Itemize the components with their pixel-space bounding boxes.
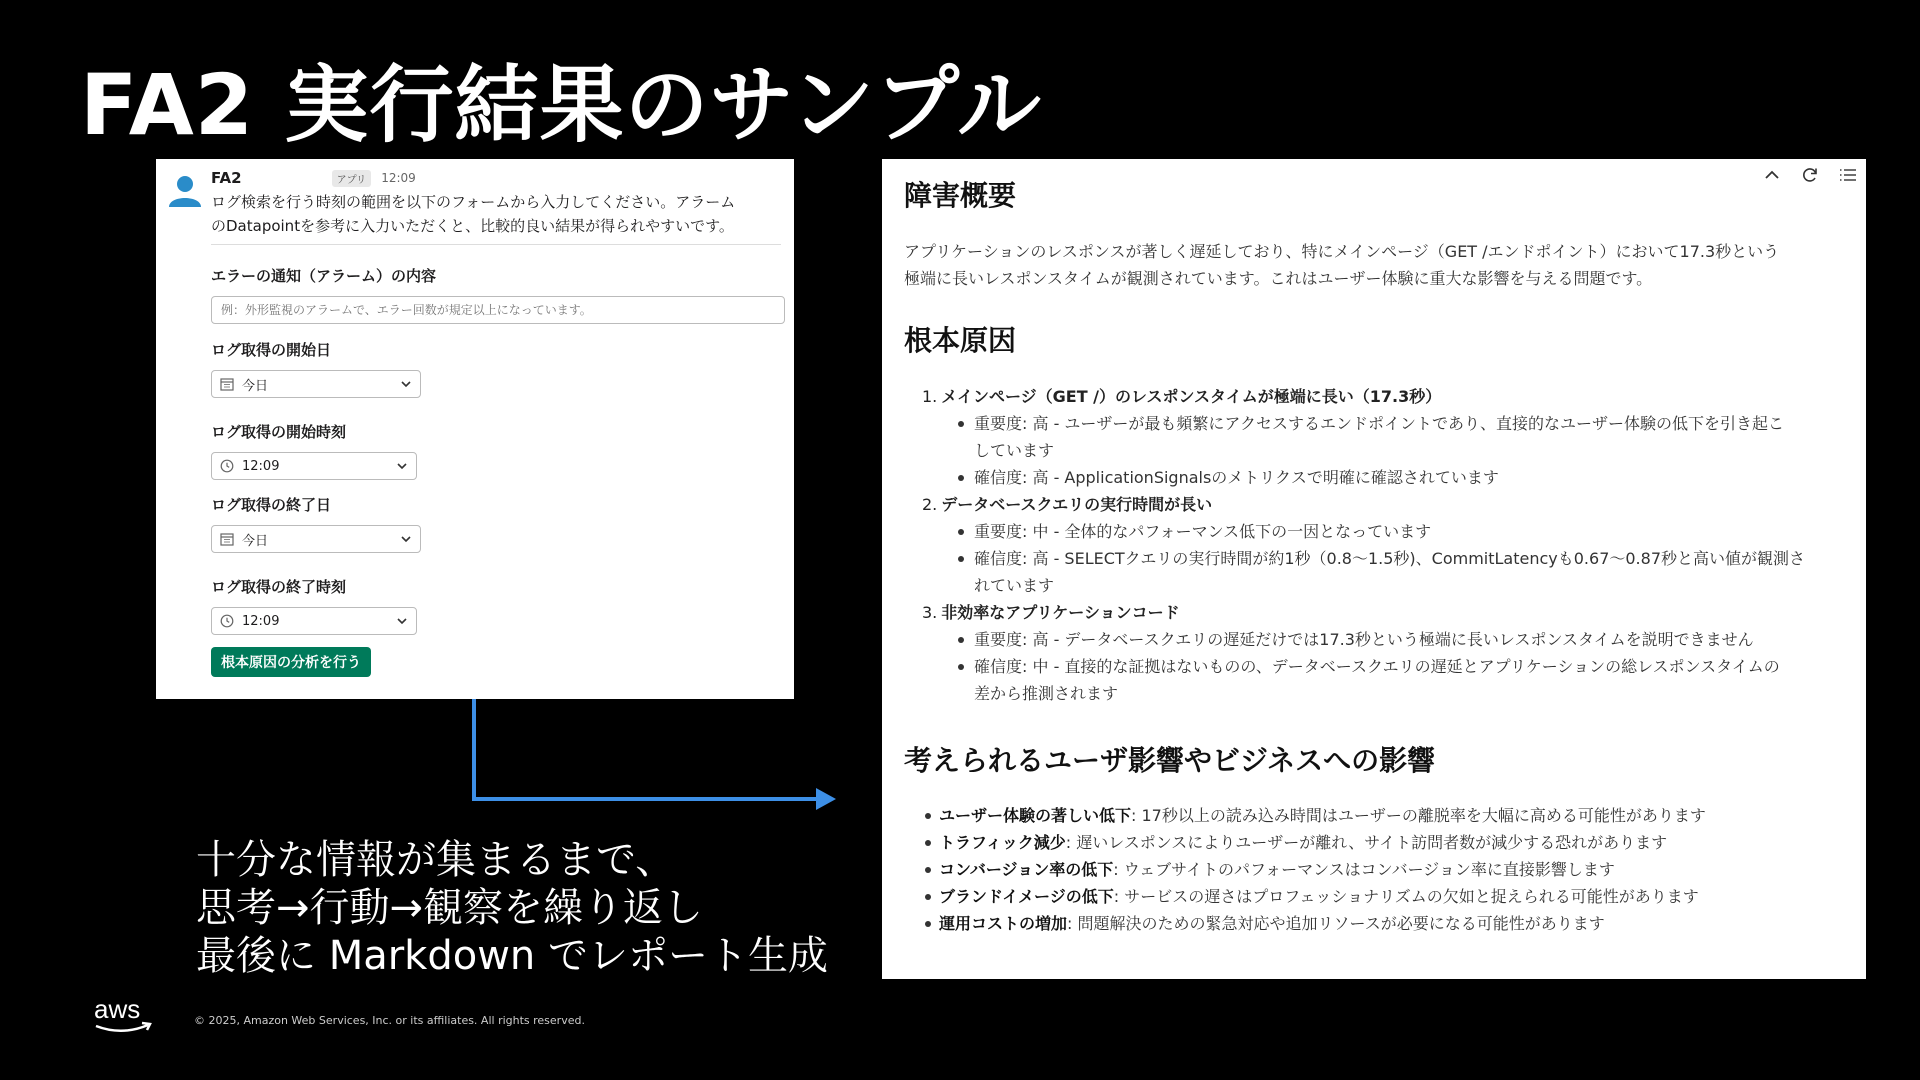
cause-title: メインページ（GET /）のレスポンスタイムが極端に長い（17.3秒）: [941, 387, 1442, 406]
start-time-value: 12:09: [242, 458, 280, 474]
end-date-picker[interactable]: [211, 525, 421, 553]
end-time-value: 12:09: [242, 613, 280, 629]
alarm-content-input[interactable]: [211, 296, 785, 324]
refresh-icon[interactable]: [1800, 165, 1820, 185]
flow-arrow: [472, 699, 476, 800]
caption-line: 十分な情報が集まるまで、: [196, 837, 676, 883]
start-date-value: 今日: [242, 378, 269, 394]
bullet-line: 重要度: 高 - ユーザーが最も頻繁にアクセスするエンドポイントであり、直接的なユーザー体験の低下を引き起こ: [974, 414, 1784, 433]
list-icon[interactable]: [1838, 165, 1858, 185]
alarm-field-label: エラーの通知（アラーム）の内容: [211, 267, 437, 285]
bullet-line: れています: [974, 576, 1055, 595]
chevron-down-icon: [396, 615, 408, 627]
impact-item: [939, 910, 1839, 937]
calendar-icon: [220, 377, 234, 391]
impact-term: ユーザー体験の著しい低下: [939, 806, 1132, 825]
cause-number: 1.: [922, 387, 938, 406]
impact-desc: : 遅いレスポンスによりユーザーが離れ、サイト訪問者数が減少する恐れがあります: [1065, 833, 1668, 852]
impact-term: 運用コストの増加: [939, 914, 1068, 933]
message-body: [211, 190, 771, 238]
flow-arrow: [472, 797, 824, 801]
copyright: © 2025, Amazon Web Services, Inc. or its affiliates. All rights reserved.: [194, 1014, 585, 1027]
start-time-label: ログ取得の開始時刻: [211, 423, 347, 441]
cause-item: [922, 599, 1842, 626]
cause-bullet: [974, 653, 1834, 707]
message-time[interactable]: 12:09: [381, 171, 416, 185]
cause-bullet: [974, 518, 1834, 545]
clock-icon: [220, 459, 234, 473]
chevron-down-icon: [400, 378, 412, 390]
analyze-root-cause-button[interactable]: 根本原因の分析を行う: [211, 647, 371, 677]
caption-line: 最後に Markdown でレポート生成: [196, 933, 828, 979]
message-line: のDatapointを参考に入力いただくと、比較的良い結果が得られやすいです。: [211, 217, 734, 235]
cause-title: データベースクエリの実行時間が長い: [941, 495, 1213, 514]
start-time-picker[interactable]: [211, 452, 417, 480]
end-date-label: ログ取得の終了日: [211, 496, 332, 514]
message-line: ログ検索を行う時刻の範囲を以下のフォームから入力してください。アラーム: [211, 193, 736, 211]
message-header: [211, 169, 416, 187]
slide-title: FA2 実行結果のサンプル: [80, 56, 1042, 154]
impact-desc: : 17秒以上の読み込み時間はユーザーの離脱率を大幅に高める可能性があります: [1131, 806, 1706, 825]
clock-icon: [220, 614, 234, 628]
end-time-picker[interactable]: [211, 607, 417, 635]
bullet-line: 確信度: 高 - ApplicationSignalsのメトリクスで明確に確認されています: [974, 468, 1499, 487]
user-avatar-icon[interactable]: [166, 171, 204, 209]
cause-bullet: [974, 410, 1834, 464]
cause-bullet: [974, 464, 1834, 491]
start-date-picker[interactable]: [211, 370, 421, 398]
impact-item: [939, 883, 1839, 910]
overview-heading: 障害概要: [904, 179, 1017, 212]
cause-bullet: [974, 626, 1834, 653]
impact-heading: 考えられるユーザ影響やビジネスへの影響: [904, 744, 1436, 777]
overview-text: [904, 238, 1844, 292]
bullet-line: 確信度: 高 - SELECTクエリの実行時間が約1秒（0.8〜1.5秒)、CommitLatencyも0.67〜0.87秒と高い値が観測さ: [974, 549, 1805, 568]
end-time-label: ログ取得の終了時刻: [211, 578, 347, 596]
arrow-head-icon: [816, 788, 836, 810]
impact-item: [939, 856, 1839, 883]
report-toolbar: [1762, 165, 1858, 185]
slack-message-panel: [156, 159, 794, 699]
chevron-down-icon: [400, 533, 412, 545]
calendar-icon: [220, 532, 234, 546]
chevron-up-icon[interactable]: [1762, 165, 1782, 185]
start-date-label: ログ取得の開始日: [211, 341, 332, 359]
impact-term: コンバージョン率の低下: [939, 860, 1114, 879]
chevron-down-icon: [396, 460, 408, 472]
caption-line: 思考→行動→観察を繰り返し: [196, 885, 704, 931]
app-badge: アプリ: [332, 170, 372, 187]
aws-logo: [92, 996, 156, 1036]
root-cause-heading: 根本原因: [904, 324, 1017, 357]
impact-item: [939, 802, 1839, 829]
report-panel: [882, 159, 1866, 979]
bullet-line: 重要度: 高 - データベースクエリの遅延だけでは17.3秒という極端に長いレスポンスタイムを説明できません: [974, 630, 1754, 649]
overview-line: アプリケーションのレスポンスが著しく遅延しており、特にメインページ（GET /エンドポイント）において17.3秒という: [904, 242, 1780, 261]
impact-item: [939, 829, 1839, 856]
aws-logo-text: aws: [94, 996, 141, 1024]
impact-desc: : サービスの遅さはプロフェッショナリズムの欠如と捉えられる可能性があります: [1113, 887, 1699, 906]
cause-item: [922, 491, 1842, 518]
overview-line: 極端に長いレスポンスタイムが観測されています。これはユーザー体験に重大な影響を与える問題です。: [904, 269, 1653, 288]
bullet-line: 差から推測されます: [974, 684, 1119, 703]
impact-desc: : ウェブサイトのパフォーマンスはコンバージョン率に直接影響します: [1113, 860, 1615, 879]
cause-title: 非効率なアプリケーションコード: [941, 603, 1180, 622]
app-name[interactable]: FA2: [211, 169, 242, 187]
bullet-line: しています: [974, 441, 1055, 460]
cause-number: 2.: [922, 495, 938, 514]
impact-term: トラフィック減少: [939, 833, 1066, 852]
impact-desc: : 問題解決のための緊急対応や追加リソースが必要になる可能性があります: [1067, 914, 1605, 933]
bullet-line: 確信度: 中 - 直接的な証拠はないものの、データベースクエリの遅延とアプリケーションの総レスポンスタイムの: [974, 657, 1780, 676]
caption: [196, 836, 828, 980]
cause-number: 3.: [922, 603, 938, 622]
cause-bullet: [974, 545, 1834, 599]
divider: [211, 244, 781, 245]
end-date-value: 今日: [242, 533, 269, 549]
bullet-line: 重要度: 中 - 全体的なパフォーマンス低下の一因となっています: [974, 522, 1432, 541]
impact-term: ブランドイメージの低下: [939, 887, 1114, 906]
cause-item: [922, 383, 1842, 410]
